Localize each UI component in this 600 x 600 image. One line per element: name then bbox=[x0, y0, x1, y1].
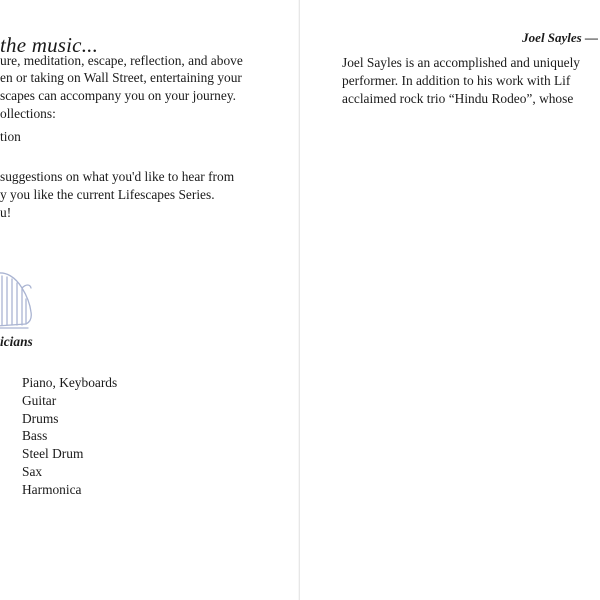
suggestion-line: u! bbox=[0, 205, 12, 220]
instrument-item: Drums bbox=[22, 411, 59, 426]
instrument-item: Steel Drum bbox=[22, 446, 84, 461]
intro-line: en or taking on Wall Street, entertaining your bbox=[0, 70, 242, 85]
harp-icon bbox=[0, 268, 34, 330]
intro-line: ollections: bbox=[0, 106, 56, 121]
bio-line: acclaimed rock trio “Hindu Rodeo”, whose bbox=[342, 91, 574, 106]
musician-bio-heading: Joel Sayles — bbox=[522, 30, 598, 45]
intro-line: scapes can accompany you on your journey. bbox=[0, 88, 236, 103]
collection-item: tion bbox=[0, 129, 21, 144]
instrument-item: Harmonica bbox=[22, 482, 82, 497]
suggestion-line: suggestions on what you'd like to hear from bbox=[0, 169, 235, 184]
intro-line: ure, meditation, escape, reflection, and above bbox=[0, 53, 243, 68]
instrument-item: Sax bbox=[22, 464, 43, 479]
instrument-item: Piano, Keyboards bbox=[22, 375, 118, 390]
right-page bbox=[300, 0, 600, 600]
suggestion-line: y you like the current Lifescapes Series. bbox=[0, 187, 215, 202]
instrument-item: Guitar bbox=[22, 393, 57, 408]
section-heading: the music... bbox=[0, 33, 99, 57]
musicians-heading: icians bbox=[0, 334, 33, 349]
instrument-item: Bass bbox=[22, 428, 48, 443]
bio-line: Joel Sayles is an accomplished and uniquely bbox=[342, 55, 581, 70]
bio-line: performer. In addition to his work with Lif bbox=[342, 73, 571, 88]
